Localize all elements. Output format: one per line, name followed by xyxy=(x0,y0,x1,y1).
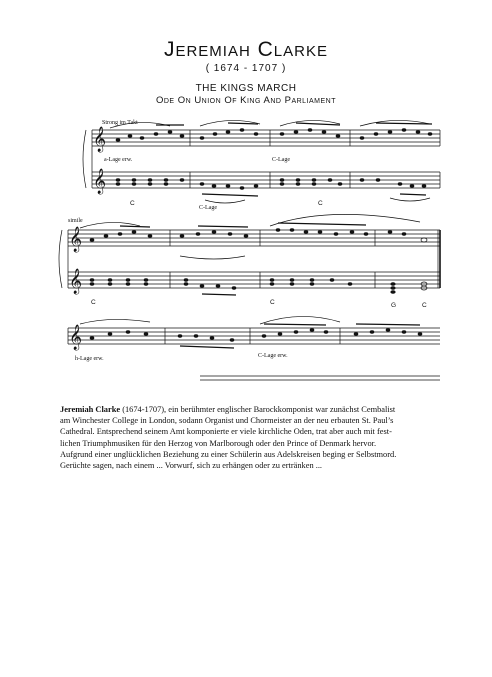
treble-clef-icon: 𝄞 xyxy=(69,227,83,252)
treble-clef-icon: 𝄞 xyxy=(69,325,83,350)
brace-1 xyxy=(83,130,86,188)
chord-symbol: C xyxy=(91,299,96,306)
treble-clef-icon: 𝄞 xyxy=(93,169,107,194)
fingering-annotation: C-Lage xyxy=(272,157,290,163)
paragraph-line: am Winchester College in London, sodann Organist und Chormeister an der neu erbauten St. Paul’s xyxy=(60,416,394,426)
fingering-annotation: C-Lage erw. xyxy=(258,353,288,359)
staff-system-1 xyxy=(92,130,440,188)
page-fade-overlay xyxy=(60,470,440,500)
page-title: Jeremiah Clarke xyxy=(163,38,329,61)
chord-symbol: C xyxy=(270,299,275,306)
staff-system-3 xyxy=(68,328,440,380)
piece-title: THE KINGS MARCH xyxy=(195,83,297,94)
chord-symbol: C xyxy=(422,302,427,309)
composer-name: Jeremiah Clarke xyxy=(60,405,121,414)
paragraph-line: (1674-1707), ein berühmter englischer Barockkomponist war zunächst Cembalist xyxy=(120,405,396,414)
paragraph-line: Gerüchte sagen, nach einem ... Vorwurf, sich zu erhängen oder zu ertränken ... xyxy=(60,461,323,471)
fingering-annotation: C-Lage xyxy=(199,205,217,211)
fingering-annotation: a-Lage erw. xyxy=(104,157,133,163)
treble-clef-icon: 𝄞 xyxy=(69,269,83,294)
treble-clef-icon: 𝄞 xyxy=(93,127,107,152)
tempo-marking: Strong im Takt xyxy=(102,120,138,126)
brace-2 xyxy=(59,230,62,288)
chord-symbol: G xyxy=(391,302,397,309)
chord-symbol: C xyxy=(318,200,323,207)
paragraph-line: lichen Triumphmusiken für den Herzog von Marlborough oder den Prince of Denmark hervor. xyxy=(60,438,377,448)
piece-subtitle: Ode On Union Of King And Parliament xyxy=(155,95,337,106)
biography-paragraph xyxy=(60,404,434,471)
staff-system-2 xyxy=(68,230,440,288)
fingering-annotation: h-Lage erw. xyxy=(75,356,104,362)
treble-staff-1b xyxy=(92,172,440,188)
chord-symbol: C xyxy=(130,200,135,207)
paragraph-line: Aufgrund einer unglücklichen Beziehung zu einer Schülerin aus Adelskreisen beging er Selbstmord. xyxy=(60,449,397,459)
paragraph-line: Cathedral. Entsprechend seinem Amt komponierte er viele kirchliche Oden, trat aber auch mit fest- xyxy=(60,427,392,437)
noteheads xyxy=(90,128,433,341)
simile-marking: simile xyxy=(68,218,83,224)
composer-dates: ( 1674 - 1707 ) xyxy=(205,63,287,74)
